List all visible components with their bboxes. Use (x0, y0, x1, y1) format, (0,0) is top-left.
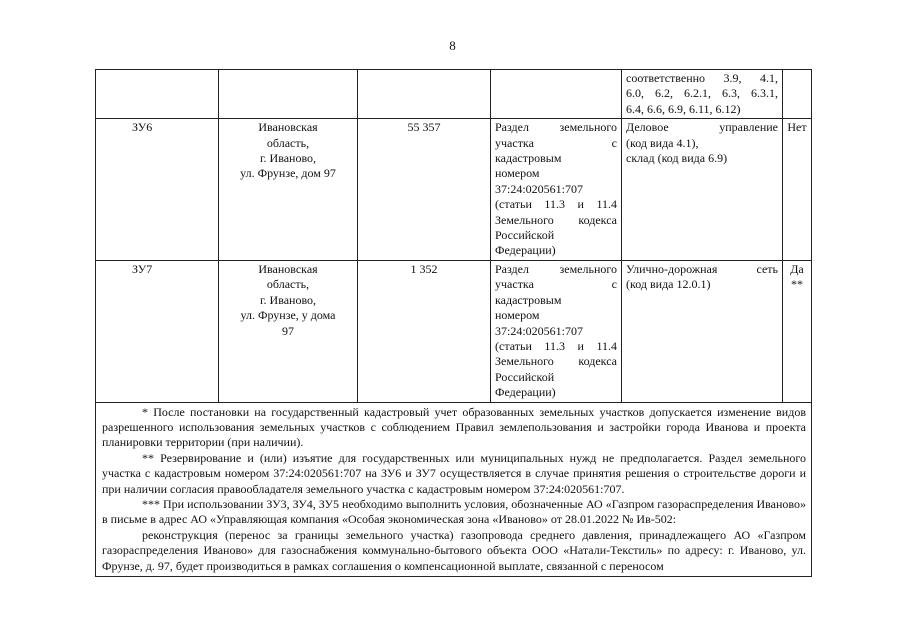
method-line: Федерации) (495, 385, 556, 400)
use-line: (код вида 12.0.1) (626, 277, 711, 292)
address-line: г. Иваново, (259, 151, 317, 166)
use-line: склад (код вида 6.9) (626, 151, 728, 166)
cell-method (491, 119, 622, 261)
footnote-2: ** Резервирование и (или) изъятие для государственных или муниципальных нужд не предполагается. Раздел земельного участка с кадастровым номером 37:24:020561:707 на ЗУ6 и ЗУ7 осуществляется в случае принятия решения о строительстве дороги и при наличии согласия правообладателя земельного участка с кадастровым номером 37:24:020561:707. (102, 450, 806, 496)
land-plots-table-frame (95, 69, 812, 573)
address-line: г. Иваново, (259, 292, 317, 307)
method-line: (статьи 11.3 и 11.4 (495, 197, 617, 212)
cell-area: 1 352 (358, 260, 491, 402)
method-line: Земельного кодекса (495, 212, 617, 227)
method-line: номером (495, 308, 540, 323)
cell-permitted-use (622, 119, 783, 261)
method-line: номером (495, 166, 540, 181)
method-line: участка с (495, 135, 617, 150)
method-line: Раздел земельного (495, 261, 617, 276)
method-line: Земельного кодекса (495, 354, 617, 369)
use-line: соответственно 3.9, 4.1, (626, 71, 778, 85)
use-line: 6.0, 6.2, 6.2.1, 6.3, 6.3.1, (626, 86, 778, 101)
cell-permitted-use (622, 70, 783, 119)
cell-id (96, 70, 219, 119)
cell-restriction (783, 70, 812, 119)
cell-area (358, 70, 491, 119)
notes-cell (96, 402, 812, 576)
cell-restriction: Да ** (783, 260, 812, 402)
use-line: Деловое управление (626, 120, 778, 135)
address-line: ул. Фрунзе, у дома (240, 308, 336, 323)
method-line: кадастровым (495, 292, 562, 307)
method-line: (статьи 11.3 и 11.4 (495, 338, 617, 353)
cell-method (491, 70, 622, 119)
cell-id: ЗУ6 (96, 119, 219, 261)
cell-restriction: Нет (783, 119, 812, 261)
cell-id: ЗУ7 (96, 260, 219, 402)
address-line: Ивановская (258, 261, 318, 276)
notes-row (96, 402, 812, 576)
page-number: 8 (449, 38, 456, 53)
method-line: кадастровым (495, 151, 562, 166)
address-line: 97 (282, 323, 294, 338)
use-line: (код вида 4.1), (626, 135, 699, 150)
method-line: участка с (495, 277, 617, 292)
method-line: Раздел земельного (495, 120, 617, 135)
method-line: Федерации) (495, 243, 556, 258)
cell-address (219, 119, 358, 261)
address-line: Ивановская (258, 120, 318, 135)
method-line: 37:24:020561:707 (495, 323, 584, 338)
footnote-3: *** При использовании ЗУ3, ЗУ4, ЗУ5 необходимо выполнить условия, обозначенные АО «Газпром газораспределения Иваново» в письме в адрес АО «Управляющая компания «Особая экономическая зона «Иваново» от 28.01.2022 № Ив-502: (102, 496, 806, 527)
land-plots-table (95, 69, 812, 577)
use-line: Улично-дорожная сеть (626, 261, 778, 276)
table-row-continued (96, 70, 812, 119)
cell-method (491, 260, 622, 402)
address-line: ул. Фрунзе, дом 97 (240, 166, 336, 181)
address-line: область, (266, 135, 310, 150)
cell-address (219, 70, 358, 119)
address-line: область, (266, 277, 310, 292)
method-line: Российской (495, 228, 555, 243)
use-line: 6.4, 6.6, 6.9, 6.11, 6.12) (626, 101, 741, 116)
cell-address (219, 260, 358, 402)
cell-permitted-use (622, 260, 783, 402)
method-line: 37:24:020561:707 (495, 181, 584, 196)
table-row (96, 119, 812, 261)
cell-area: 55 357 (358, 119, 491, 261)
table-row (96, 260, 812, 402)
footnote-1: * После постановки на государственный кадастровый учет образованных земельных участков допускается изменение видов разрешенного использования земельных участков с соблюдением Правил землепользования и застройки города Иванова и проекта планировки территории (при наличии). (102, 404, 806, 450)
footnote-3-condition: реконструкция (перенос за границы земельного участка) газопровода среднего давления, принадлежащего АО «Газпром газораспределения Иваново» для газоснабжения коммунально-бытового объекта ООО «Натали-Текстиль» по адресу: г. Иваново, ул. Фрунзе, д. 97, будет производиться в рамках соглашения о компенсационной выплате, связанной с переносом (102, 527, 806, 573)
method-line: Российской (495, 369, 555, 384)
